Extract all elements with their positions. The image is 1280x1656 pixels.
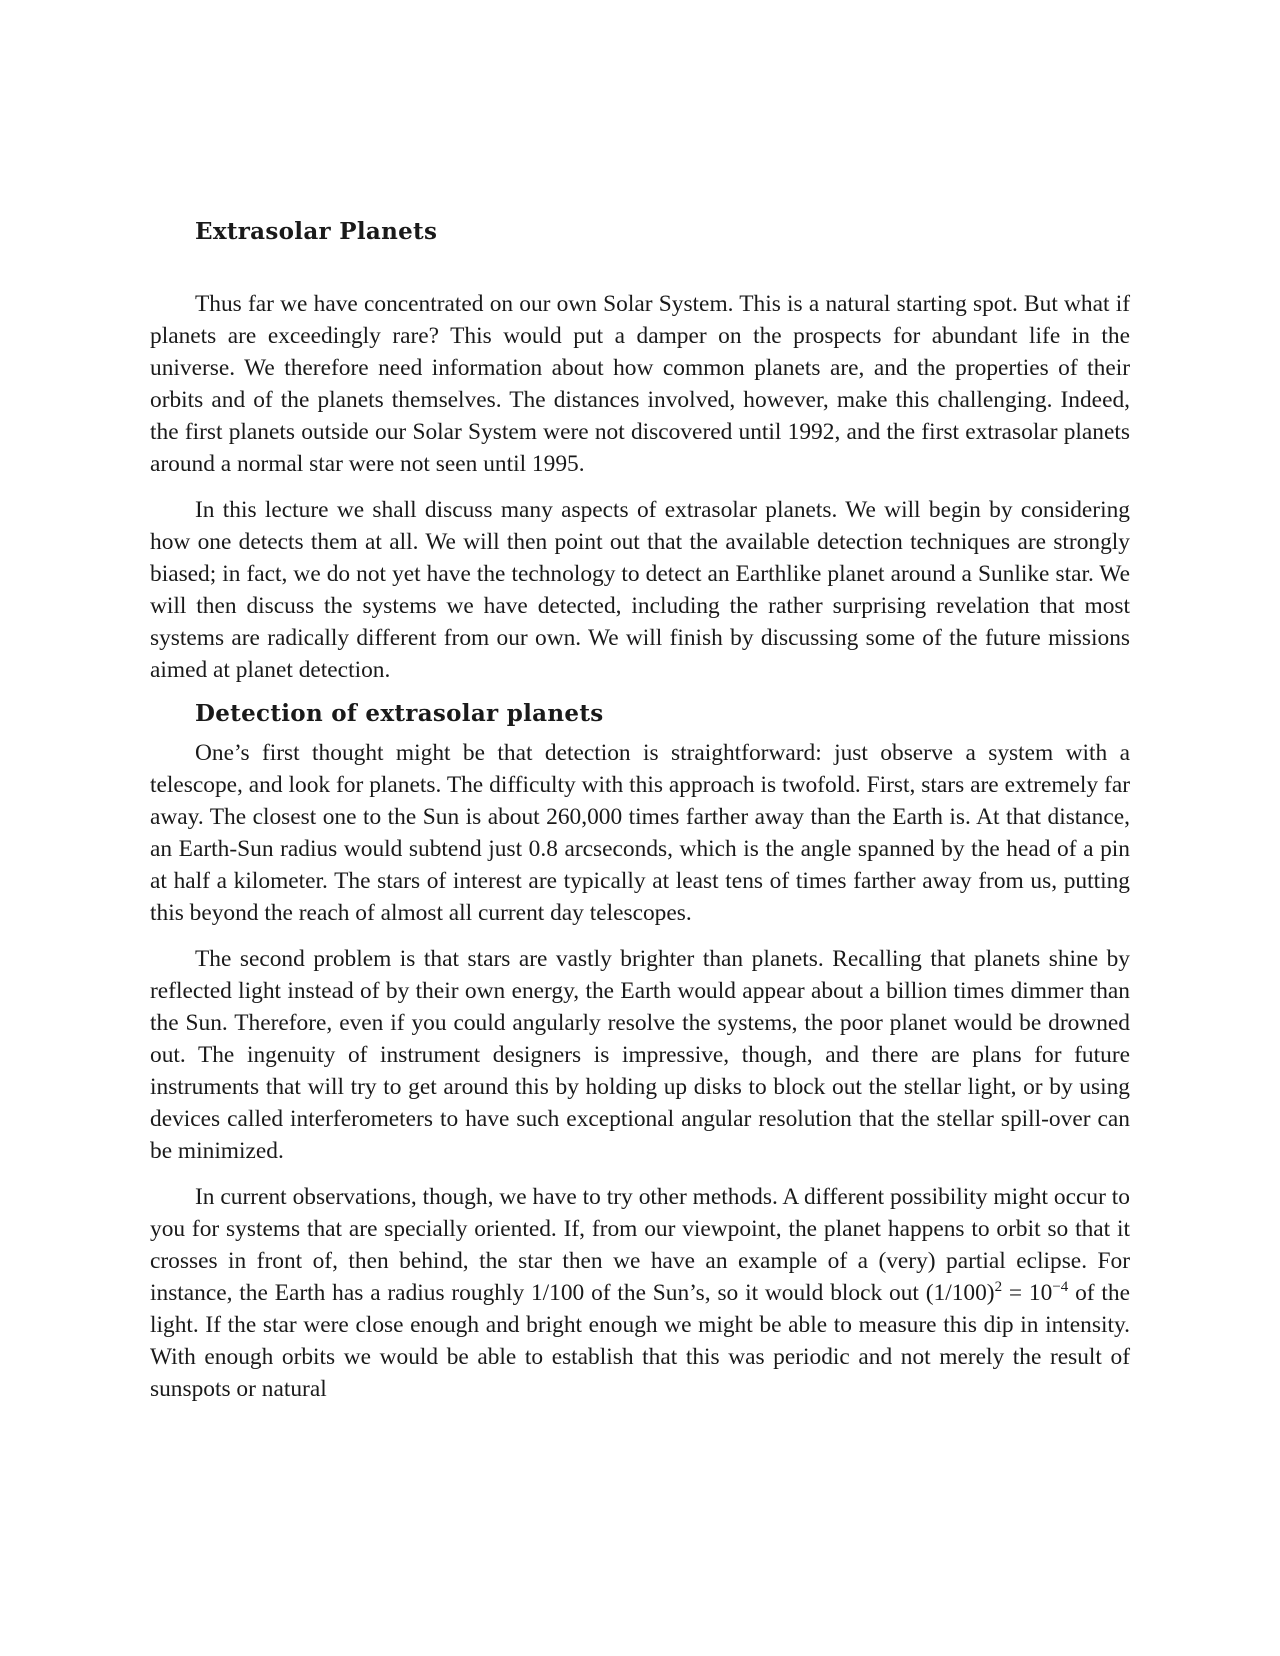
exponent: −4: [1052, 1279, 1069, 1296]
paragraph-text: = 10: [1002, 1280, 1053, 1306]
section-paragraph-1: One’s first thought might be that detection is straightforward: just observe a system with a telescope, and look for planets. The difficulty with this approach is twofold. First, stars are extremely far away. The closest one to the Sun is about 260,000 times farther away than the Earth is. At that distance, an Earth-Sun radius would subtend just 0.8 arcseconds, which is the angle spanned by the head of a pin at half a kilometer. The stars of interest are typically at least tens of times farther away from us, putting this beyond the reach of almost all current day telescopes.: [150, 740, 1130, 926]
intro-paragraph-1: Thus far we have concentrated on our own Solar System. This is a natural starting spot. But what if planets are exceedingly rare? This would put a damper on the prospects for abundant life in the universe. We therefore need information about how common planets are, and the properties of their orbits and of the planets themselves. The distances involved, however, make this challenging. Indeed, the first planets outside our Solar System were not discovered until 1992, and the first extrasolar planets around a normal star were not seen until 1995.: [150, 291, 1130, 477]
section-paragraph-3: [150, 1181, 1130, 1405]
document-title: Extrasolar Planets: [195, 218, 438, 245]
exponent: 2: [994, 1279, 1003, 1296]
intro-paragraph-2: In this lecture we shall discuss many aspects of extrasolar planets. We will begin by considering how one detects them at all. We will then point out that the available detection techniques are strongly biased; in fact, we do not yet have the technology to detect an Earthlike planet around a Sunlike star. We will then discuss the systems we have detected, including the rather surprising revelation that most systems are radically different from our own. We will finish by discussing some of the future missions aimed at planet detection.: [150, 497, 1130, 683]
section-heading: Detection of extrasolar planets: [195, 700, 604, 727]
paragraph-text: of the light. If the star were close enough and bright enough we might be able to measure this dip in intensity. With enough orbits we would be able to establish that this was periodic and not merely the result of sunspots or natural: [150, 1280, 1130, 1402]
section-paragraph-2: The second problem is that stars are vastly brighter than planets. Recalling that planets shine by reflected light instead of by their own energy, the Earth would appear about a billion times dimmer than the Sun. Therefore, even if you could angularly resolve the systems, the poor planet would be drowned out. The ingenuity of instrument designers is impressive, though, and there are plans for future instruments that will try to get around this by holding up disks to block out the stellar light, or by using devices called interferometers to have such exceptional angular resolution that the stellar spill-over can be minimized.: [150, 946, 1130, 1164]
document-page: [150, 218, 1130, 1419]
paragraph-text: In current observations, though, we have to try other methods. A different possibility might occur to you for systems that are specially oriented. If, from our viewpoint, the planet happens to orbit so that it crosses in front of, then behind, the star then we have an example of a (very) partial eclipse. For instance, the Earth has a radius roughly 1/100 of the Sun’s, so it would block out (1/100): [150, 1184, 1130, 1306]
